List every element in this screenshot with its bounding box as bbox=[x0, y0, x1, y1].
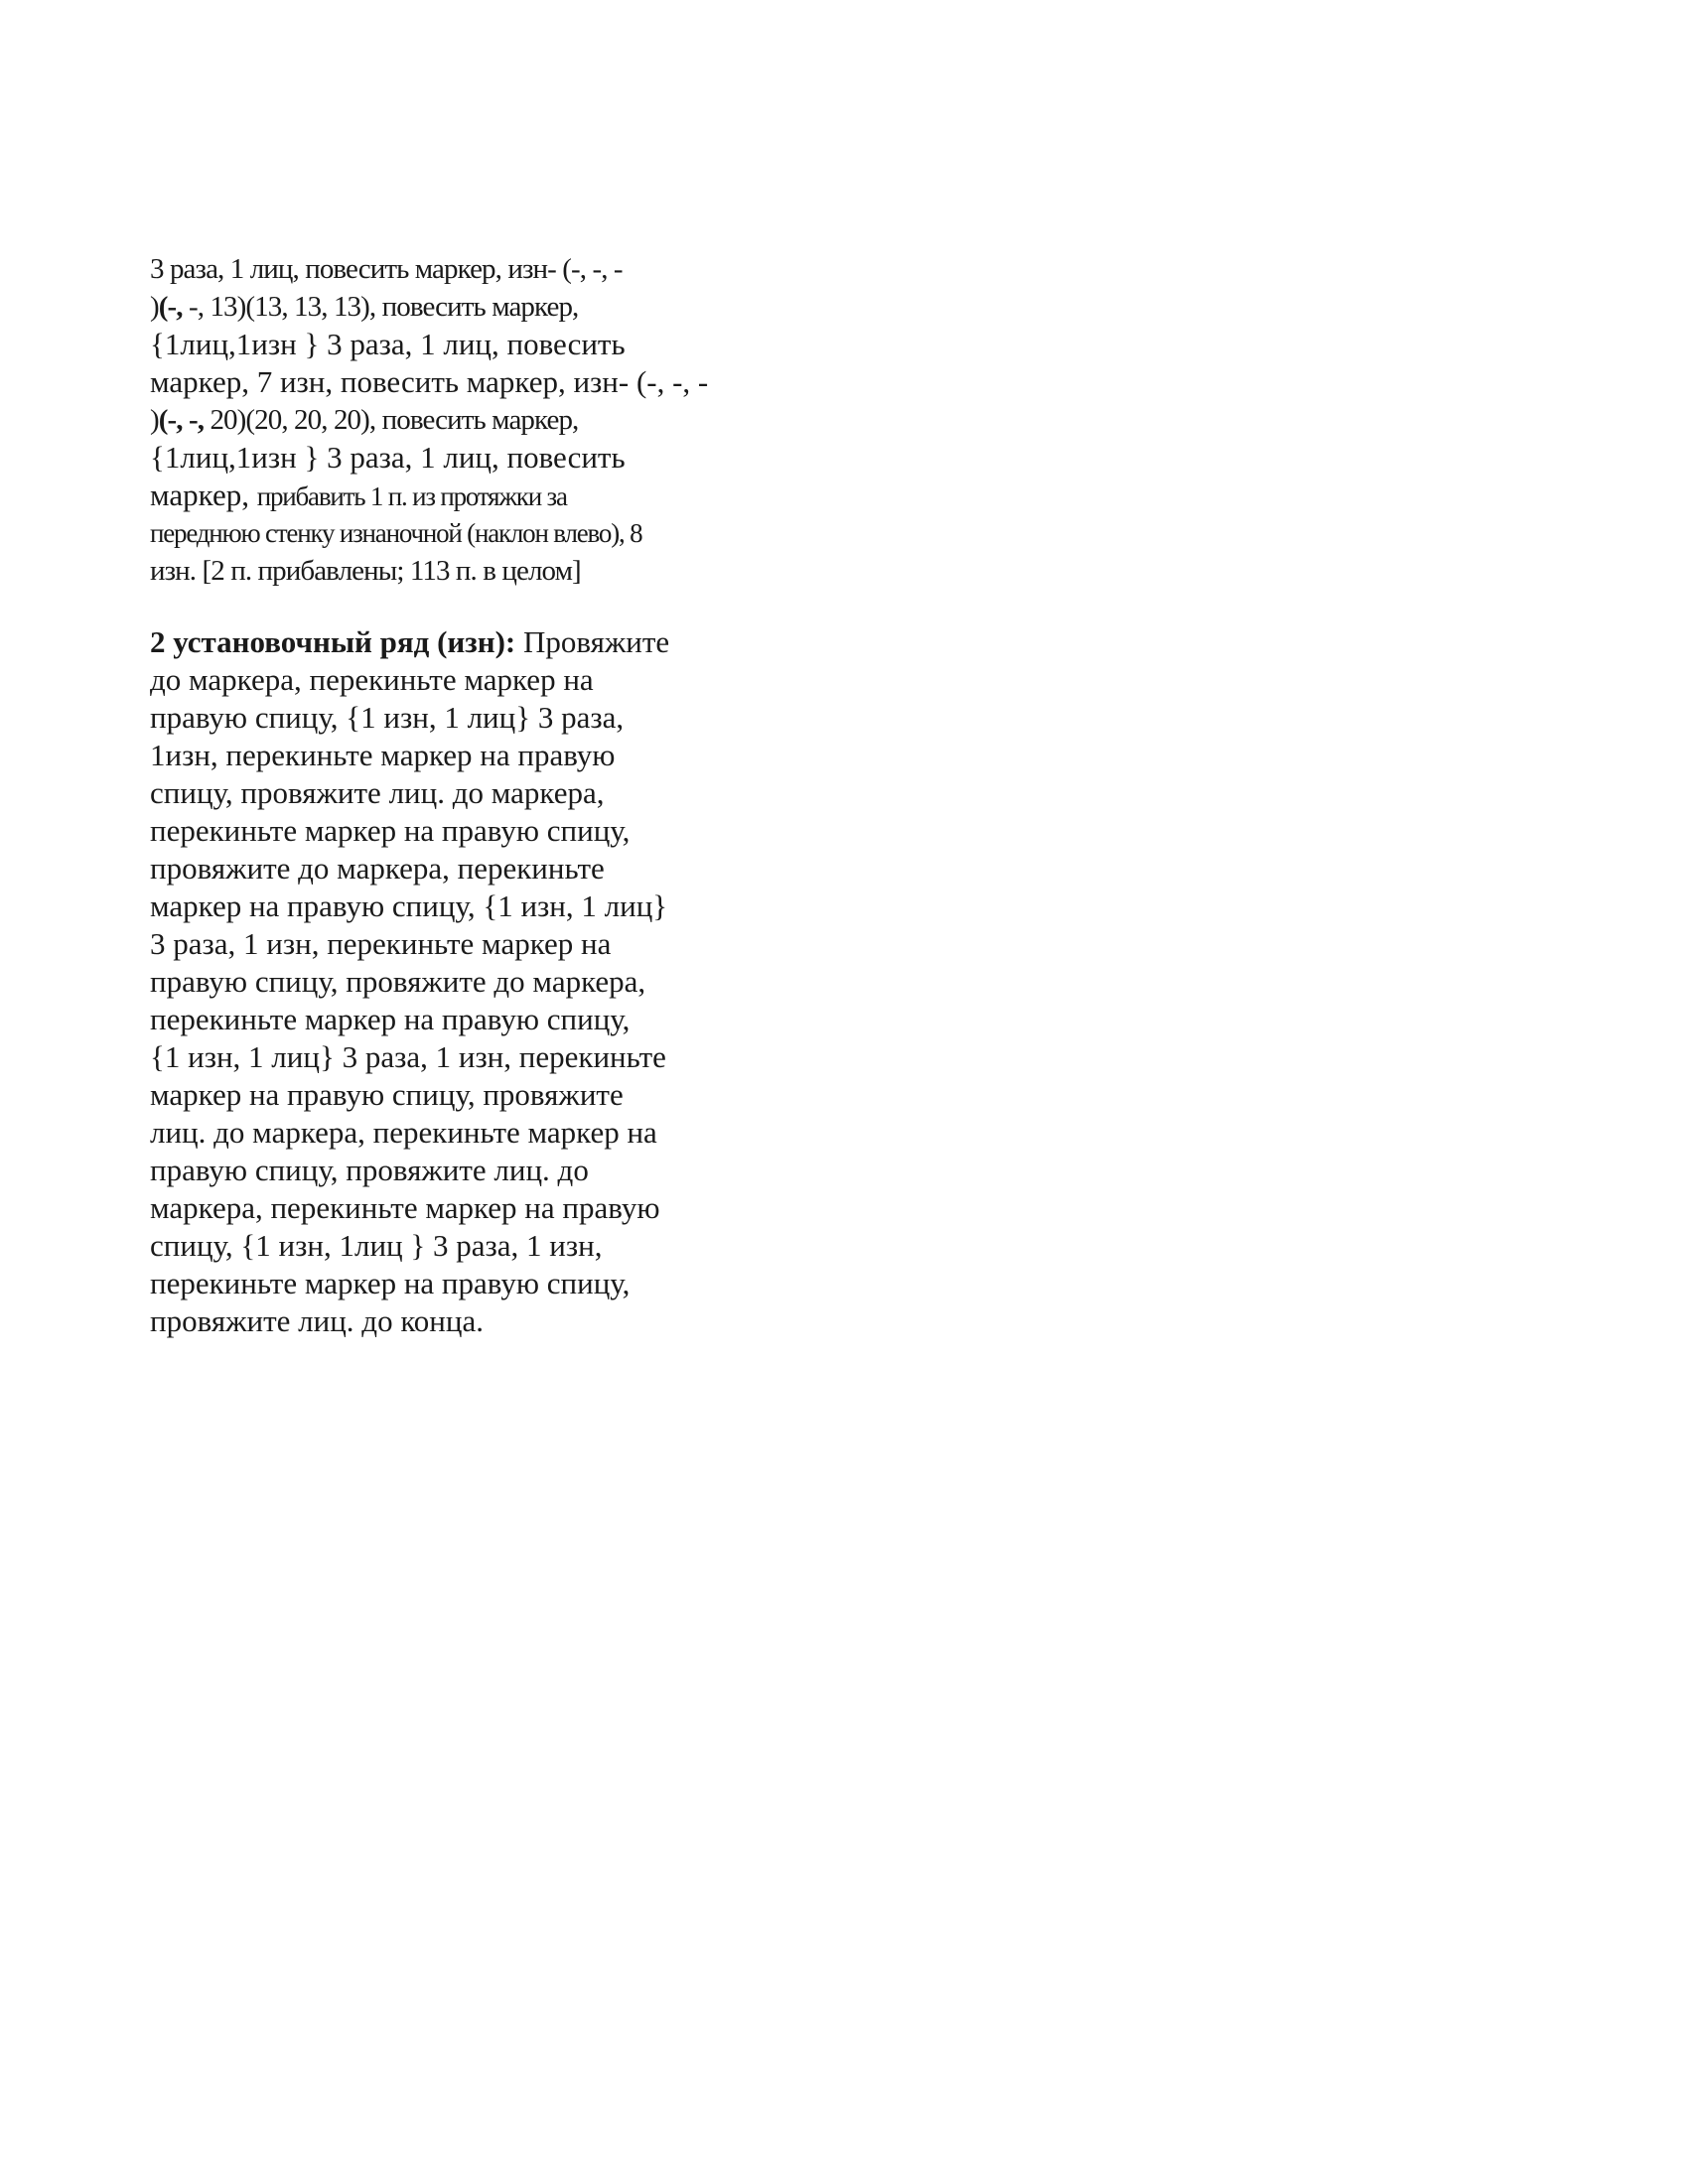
paragraph-2-line-1-rest: Провяжите bbox=[515, 624, 670, 659]
line-2-suffix: -, 13)(13, 13, 13), повесить маркер, bbox=[188, 291, 579, 323]
paragraph-2-line: спицу, провяжите лиц. до маркера, bbox=[150, 775, 605, 810]
paragraph-2-line: маркер на правую спицу, {1 изн, 1 лиц} bbox=[150, 888, 668, 923]
paragraph-2-line: перекиньте маркер на правую спицу, bbox=[150, 1002, 631, 1036]
paragraph-2-line: правую спицу, {1 изн, 1 лиц} 3 раза, bbox=[150, 700, 625, 735]
paragraph-spacer bbox=[150, 590, 746, 623]
paragraph-1-line-5 bbox=[150, 401, 746, 439]
line-2-bold-text: (-, bbox=[158, 291, 189, 323]
paragraph-2-line: маркер на правую спицу, провяжите bbox=[150, 1077, 624, 1112]
paragraph-1-line-3: {1лиц,1изн } 3 раза, 1 лиц, повесить bbox=[150, 327, 626, 361]
paragraph-1-line-9: изн. [2 п. прибавлены; 113 п. в целом] bbox=[150, 555, 581, 587]
text-column bbox=[150, 250, 746, 1340]
paragraph-2-line-1 bbox=[150, 623, 746, 661]
paragraph-2-line: 1изн, перекиньте маркер на правую bbox=[150, 738, 616, 772]
line-2-prefix: ) bbox=[150, 291, 159, 323]
paragraph-2-line: правую спицу, провяжите до маркера, bbox=[150, 964, 646, 999]
paragraph-2-line: {1 изн, 1 лиц} 3 раза, 1 изн, перекиньте bbox=[150, 1039, 666, 1074]
paragraph-2-heading: 2 установочный ряд (изн): bbox=[150, 624, 516, 659]
paragraph-1-line-4: маркер, 7 изн, повесить маркер, изн- (-, -, - bbox=[150, 364, 709, 399]
line-7-start: маркер, bbox=[150, 478, 257, 512]
paragraph-2-line: правую спицу, провяжите лиц. до bbox=[150, 1153, 589, 1187]
line-5-prefix: ) bbox=[150, 404, 159, 436]
paragraph-2-line: маркера, перекиньте маркер на правую bbox=[150, 1190, 660, 1225]
line-7-condensed: прибавить 1 п. из протяжки за bbox=[256, 481, 567, 511]
paragraph-1-line-2 bbox=[150, 288, 746, 326]
paragraph-1-line-1: 3 раза, 1 лиц, повесить маркер, изн- (-, -, - bbox=[150, 253, 623, 285]
paragraph-2 bbox=[150, 623, 746, 1340]
paragraph-1-line-8: переднюю стенку изнаночной (наклон влево), 8 bbox=[150, 518, 642, 548]
paragraph-2-line: провяжите до маркера, перекиньте bbox=[150, 851, 605, 886]
paragraph-1-line-7 bbox=[150, 477, 746, 514]
paragraph-2-line: перекиньте маркер на правую спицу, bbox=[150, 1266, 631, 1300]
line-5-bold-text: (-, -, bbox=[158, 404, 211, 436]
paragraph-2-line: 3 раза, 1 изн, перекиньте маркер на bbox=[150, 926, 612, 961]
paragraph-2-line: лиц. до маркера, перекиньте маркер на bbox=[150, 1115, 657, 1150]
paragraph-1-line-6: {1лиц,1изн } 3 раза, 1 лиц, повесить bbox=[150, 440, 626, 475]
line-5-suffix: 20)(20, 20, 20), повесить маркер, bbox=[210, 404, 579, 436]
paragraph-2-line: до маркера, перекиньте маркер на bbox=[150, 662, 594, 697]
paragraph-2-line: провяжите лиц. до конца. bbox=[150, 1303, 484, 1338]
paragraph-2-line: перекиньте маркер на правую спицу, bbox=[150, 813, 631, 848]
paragraph-1 bbox=[150, 250, 746, 590]
paragraph-2-line: спицу, {1 изн, 1лиц } 3 раза, 1 изн, bbox=[150, 1228, 603, 1263]
